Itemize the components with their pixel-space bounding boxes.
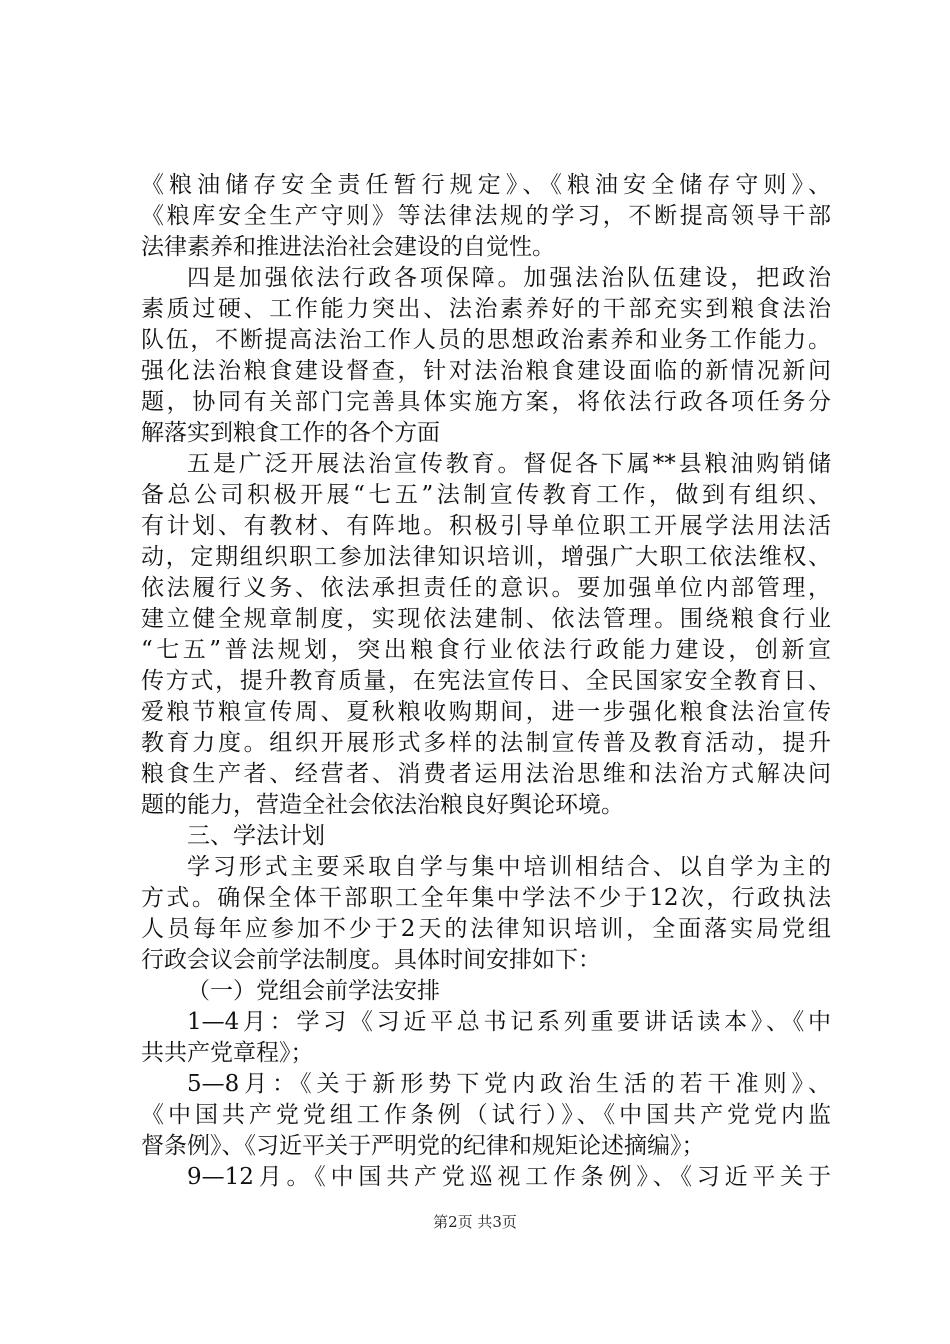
text-line: 传方式，提升教育质量，在宪法宣传日、全民国家安全教育日、 bbox=[141, 668, 831, 694]
text-line: 《粮库安全生产守则》等法律法规的学习，不断提高领导干部 bbox=[141, 203, 831, 229]
text-line: 爱粮节粮宣传周、夏秋粮收购期间，进一步强化粮食法治宣传 bbox=[141, 699, 831, 725]
text-line: 行政会议会前学法制度。具体时间安排如下： bbox=[141, 947, 601, 973]
document-body bbox=[141, 170, 831, 1193]
text-line: 题，协同有关部门完善具体实施方案，将依法行政各项任务分 bbox=[141, 389, 831, 415]
text-line: 9—12月。《中国共产党巡视工作条例》、《习近平关于 bbox=[187, 1164, 831, 1190]
text-line: 三、学法计划 bbox=[187, 823, 325, 849]
text-line: 建立健全规章制度，实现依法建制、依法管理。围绕粮食行业 bbox=[141, 606, 831, 632]
text-line: 动，定期组织职工参加法律知识培训，增强广大职工依法维权、 bbox=[141, 544, 831, 570]
text-line: 粮食生产者、经营者、消费者运用法治思维和法治方式解决问 bbox=[141, 761, 831, 787]
text-line: 素质过硬、工作能力突出、法治素养好的干部充实到粮食法治 bbox=[141, 296, 831, 322]
text-line: 依法履行义务、依法承担责任的意识。要加强单位内部管理， bbox=[141, 575, 831, 601]
text-line: 5—8月：《关于新形势下党内政治生活的若干准则》、 bbox=[187, 1071, 831, 1097]
text-line: 队伍，不断提高法治工作人员的思想政治素养和业务工作能力。 bbox=[141, 327, 831, 353]
text-line: 教育力度。组织开展形式多样的法制宣传普及教育活动，提升 bbox=[141, 730, 831, 756]
text-line: “七五”普法规划，突出粮食行业依法行政能力建设，创新宣 bbox=[141, 637, 831, 663]
text-line: 五是广泛开展法治宣传教育。督促各下属**县粮油购销储 bbox=[187, 451, 831, 477]
text-line: 四是加强依法行政各项保障。加强法治队伍建设，把政治 bbox=[187, 265, 831, 291]
text-line: 方式。确保全体干部职工全年集中学法不少于12次，行政执法 bbox=[141, 885, 831, 911]
text-line: 人员每年应参加不少于2天的法律知识培训，全面落实局党组 bbox=[141, 916, 831, 942]
text-line: 解落实到粮食工作的各个方面 bbox=[141, 420, 440, 446]
text-line: 1—4月：学习《习近平总书记系列重要讲话读本》、《中 bbox=[187, 1009, 831, 1035]
text-line: 题的能力，营造全社会依法治粮良好舆论环境。 bbox=[141, 792, 624, 818]
text-line: 备总公司积极开展“七五”法制宣传教育工作，做到有组织、 bbox=[141, 482, 831, 508]
text-line: 《中国共产党党组工作条例（试行）》、《中国共产党党内监 bbox=[141, 1102, 831, 1128]
text-line: 共共产党章程》； bbox=[141, 1040, 314, 1066]
page-footer: 第2页 共3页 bbox=[433, 1213, 517, 1231]
text-line: 学习形式主要采取自学与集中培训相结合、以自学为主的 bbox=[187, 854, 831, 880]
text-line: （一）党组会前学法安排 bbox=[187, 978, 440, 1004]
text-line: 强化法治粮食建设督查，针对法治粮食建设面临的新情况新问 bbox=[141, 358, 831, 384]
text-line: 督条例》、《习近平关于严明党的纪律和规矩论述摘编》； bbox=[141, 1133, 705, 1159]
text-line: 有计划、有教材、有阵地。积极引导单位职工开展学法用法活 bbox=[141, 513, 831, 539]
text-line: 法律素养和推进法治社会建设的自觉性。 bbox=[141, 234, 555, 260]
text-line: 《粮油储存安全责任暂行规定》、《粮油安全储存守则》、 bbox=[141, 172, 831, 198]
